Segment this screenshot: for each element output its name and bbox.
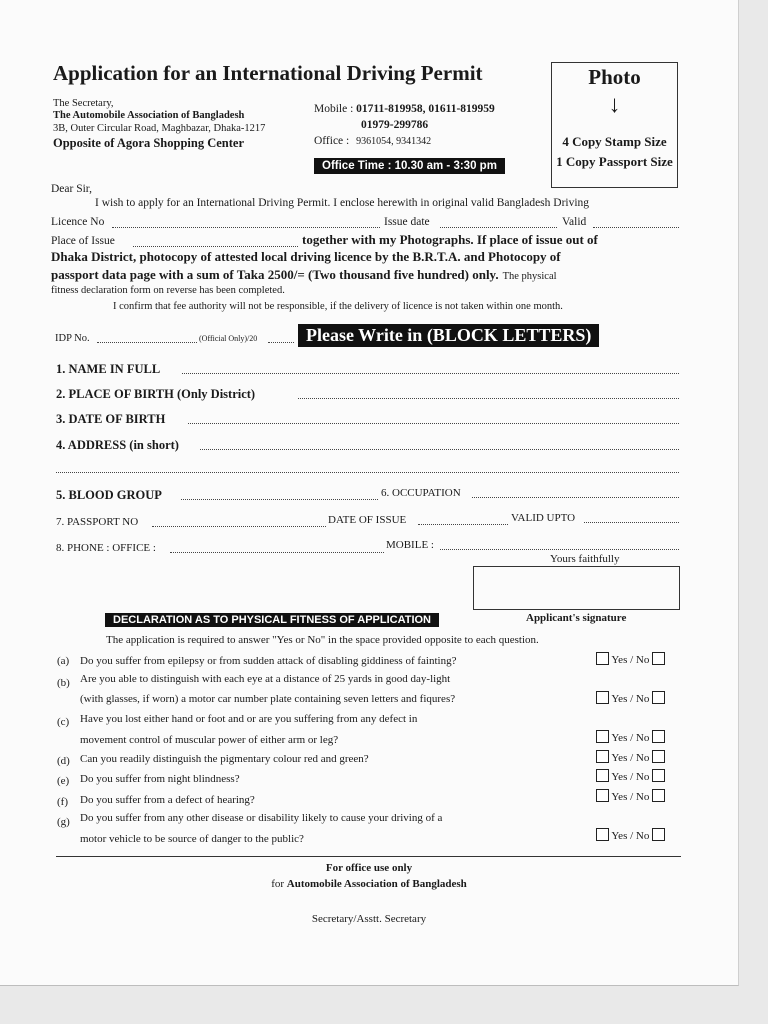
photo-box — [551, 62, 678, 188]
idp-no-field[interactable] — [97, 342, 197, 343]
photo-title: Photo — [588, 65, 641, 89]
address-line-association: The Automobile Association of Bangladesh — [53, 110, 245, 121]
office-label: Office : — [314, 135, 350, 147]
question-e-answer — [596, 769, 665, 783]
address-line-secretary: The Secretary, — [53, 98, 114, 109]
dhaka-district-note: Dhaka District, photocopy of attested local driving licence by the B.R.T.A. and Photocopy of — [51, 249, 561, 264]
declaration-banner: DECLARATION AS TO PHYSICAL FITNESS OF APPLICATION — [105, 613, 439, 627]
blood-group-label: 5. BLOOD GROUP — [56, 488, 162, 502]
yes-no-label: Yes / No — [611, 830, 650, 842]
question-e-text: Do you suffer from night blindness? — [80, 773, 240, 785]
fee-note-tail: The physical — [502, 271, 557, 282]
passport-no-field[interactable] — [152, 526, 326, 527]
occupation-label: 6. OCCUPATION — [381, 487, 461, 499]
yes-no-label: Yes / No — [611, 791, 650, 803]
question-c-text-2: movement control of muscular power of either arm or leg? — [80, 734, 339, 746]
declaration-intro: The application is required to answer "Yes or No" in the space provided opposite to each question. — [106, 634, 539, 646]
question-b-text-2: (with glasses, if worn) a motor car number plate containing seven letters and fiqures? — [80, 693, 456, 705]
address-field-line-1[interactable] — [200, 449, 679, 450]
address-field-line-2[interactable] — [56, 472, 679, 473]
association-name: Automobile Association of Bangladesh — [286, 878, 467, 890]
form-title: Application for an International Driving Permit — [53, 61, 483, 85]
occupation-field[interactable] — [472, 497, 679, 498]
yes-checkbox[interactable] — [596, 750, 609, 763]
office-phone-line — [314, 135, 431, 147]
mobile-label-field: MOBILE : — [386, 539, 434, 551]
question-b-answer — [596, 691, 665, 705]
place-of-birth-label: 2. PLACE OF BIRTH (Only District) — [56, 387, 256, 401]
no-checkbox[interactable] — [652, 652, 665, 665]
no-checkbox[interactable] — [652, 691, 665, 704]
secretary-signature-label: Secretary/Asstt. Secretary — [311, 913, 427, 925]
mobile-field[interactable] — [440, 549, 679, 550]
for-label: for — [271, 878, 285, 890]
question-a-text: Do you suffer from epilepsy or from sudden attack of disabling giddiness of fainting? — [80, 655, 457, 667]
question-e-label: (e) — [57, 775, 70, 787]
no-checkbox[interactable] — [652, 828, 665, 841]
mobile-line — [314, 103, 495, 115]
fitness-note: fitness declaration form on reverse has been completed. — [51, 285, 285, 296]
valid-upto-label: VALID UPTO — [511, 512, 576, 524]
phone-office-label: 8. PHONE : OFFICE : — [56, 542, 156, 554]
block-letters-banner: Please Write in (BLOCK LETTERS) — [298, 324, 599, 347]
date-of-issue-field[interactable] — [418, 524, 508, 525]
question-g-label: (g) — [57, 816, 70, 828]
signature-label: Applicant's signature — [526, 612, 627, 624]
date-of-issue-label: DATE OF ISSUE — [328, 514, 407, 526]
question-c-text-1: Have you lost either hand or foot and or are you suffering from any defect in — [80, 713, 418, 725]
signature-box[interactable] — [473, 566, 680, 610]
question-b-text-1: Are you able to distinguish with each eye at a distance of 25 yards in good day-light — [80, 673, 451, 685]
valid-field[interactable] — [593, 227, 679, 228]
address-label: 4. ADDRESS (in short) — [56, 438, 179, 452]
yes-no-label: Yes / No — [611, 752, 650, 764]
photo-requirement-passport: 1 Copy Passport Size — [556, 154, 673, 169]
letter-line-1: I wish to apply for an International Driving Permit. I enclose herewith in original valid Bangladesh Driving — [95, 197, 590, 209]
issue-date-field[interactable] — [440, 227, 557, 228]
idp-official-label: (Official Only)/20 — [199, 334, 258, 343]
office-time-banner: Office Time : 10.30 am - 3:30 pm — [314, 158, 505, 174]
question-b-label: (b) — [57, 677, 70, 689]
office-use-heading: For office use only — [325, 862, 413, 874]
yes-checkbox[interactable] — [596, 769, 609, 782]
opposite-landmark: Opposite of Agora Shopping Center — [53, 136, 244, 150]
mobile-line-2 — [361, 119, 428, 131]
photographs-note: together with my Photographs. If place of issue out of — [302, 232, 598, 247]
yes-no-label: Yes / No — [611, 654, 650, 666]
question-c-answer — [596, 730, 665, 744]
question-d-answer — [596, 750, 665, 764]
yes-checkbox[interactable] — [596, 730, 609, 743]
mobile-numbers-2: 01979-299786 — [361, 119, 429, 131]
question-g-answer — [596, 828, 665, 842]
no-checkbox[interactable] — [652, 750, 665, 763]
yes-checkbox[interactable] — [596, 691, 609, 704]
question-a-answer — [596, 652, 665, 666]
issue-date-label: Issue date — [384, 216, 430, 228]
no-checkbox[interactable] — [652, 730, 665, 743]
question-f-text: Do you suffer from a defect of hearing? — [80, 794, 255, 806]
phone-office-field[interactable] — [170, 552, 384, 553]
question-a-label: (a) — [57, 655, 70, 667]
name-label: 1. NAME IN FULL — [56, 362, 161, 376]
idp-year-field[interactable] — [268, 342, 294, 343]
fee-note — [51, 266, 557, 284]
mobile-numbers: 01711-819958, 01611-819959 — [356, 103, 495, 115]
question-d-label: (d) — [57, 755, 70, 767]
question-d-text: Can you readily distinguish the pigmentary colour red and green? — [80, 753, 369, 765]
blood-group-field[interactable] — [181, 499, 378, 500]
question-f-label: (f) — [57, 796, 68, 808]
yes-checkbox[interactable] — [596, 828, 609, 841]
place-of-issue-field[interactable] — [133, 246, 298, 247]
address-line-street: 3B, Outer Circular Road, Maghbazar, Dhaka-1217 — [53, 123, 266, 134]
office-use-association — [0, 878, 738, 890]
salutation: Dear Sir, — [51, 183, 93, 195]
place-of-birth-field[interactable] — [298, 398, 679, 399]
place-of-issue-label: Place of Issue — [51, 235, 115, 247]
yes-checkbox[interactable] — [596, 652, 609, 665]
confirm-note: I confirm that fee authority will not be responsible, if the delivery of licence is not taken within one month. — [113, 301, 563, 312]
yes-checkbox[interactable] — [596, 789, 609, 802]
yes-no-label: Yes / No — [611, 732, 650, 744]
valid-upto-field[interactable] — [584, 522, 679, 523]
licence-no-label: Licence No — [51, 216, 105, 228]
licence-no-field[interactable] — [112, 227, 380, 228]
fee-note-bold: passport data page with a sum of Taka 2500/= (Two thousand five hundred) only. — [51, 267, 499, 282]
date-of-birth-field[interactable] — [188, 423, 679, 424]
question-g-text-2: motor vehicle to be source of danger to the public? — [80, 833, 304, 845]
no-checkbox[interactable] — [652, 789, 665, 802]
office-numbers: 9361054, 9341342 — [356, 136, 432, 147]
yours-faithfully: Yours faithfully — [550, 553, 620, 565]
yes-no-label: Yes / No — [611, 771, 650, 783]
yes-no-label: Yes / No — [611, 693, 650, 705]
valid-label: Valid — [562, 216, 587, 228]
passport-no-label: 7. PASSPORT NO — [56, 516, 139, 528]
divider — [56, 856, 681, 857]
arrow-down-icon: ↓ — [608, 92, 621, 118]
mobile-label: Mobile : — [314, 103, 354, 115]
idp-no-label: IDP No. — [55, 333, 90, 344]
no-checkbox[interactable] — [652, 769, 665, 782]
question-c-label: (c) — [57, 716, 70, 728]
photo-requirement-stamp: 4 Copy Stamp Size — [562, 134, 667, 149]
date-of-birth-label: 3. DATE OF BIRTH — [56, 412, 166, 426]
question-g-text-1: Do you suffer from any other disease or disability likely to cause your driving of a — [80, 812, 443, 824]
question-f-answer — [596, 789, 665, 803]
name-field[interactable] — [182, 373, 679, 374]
